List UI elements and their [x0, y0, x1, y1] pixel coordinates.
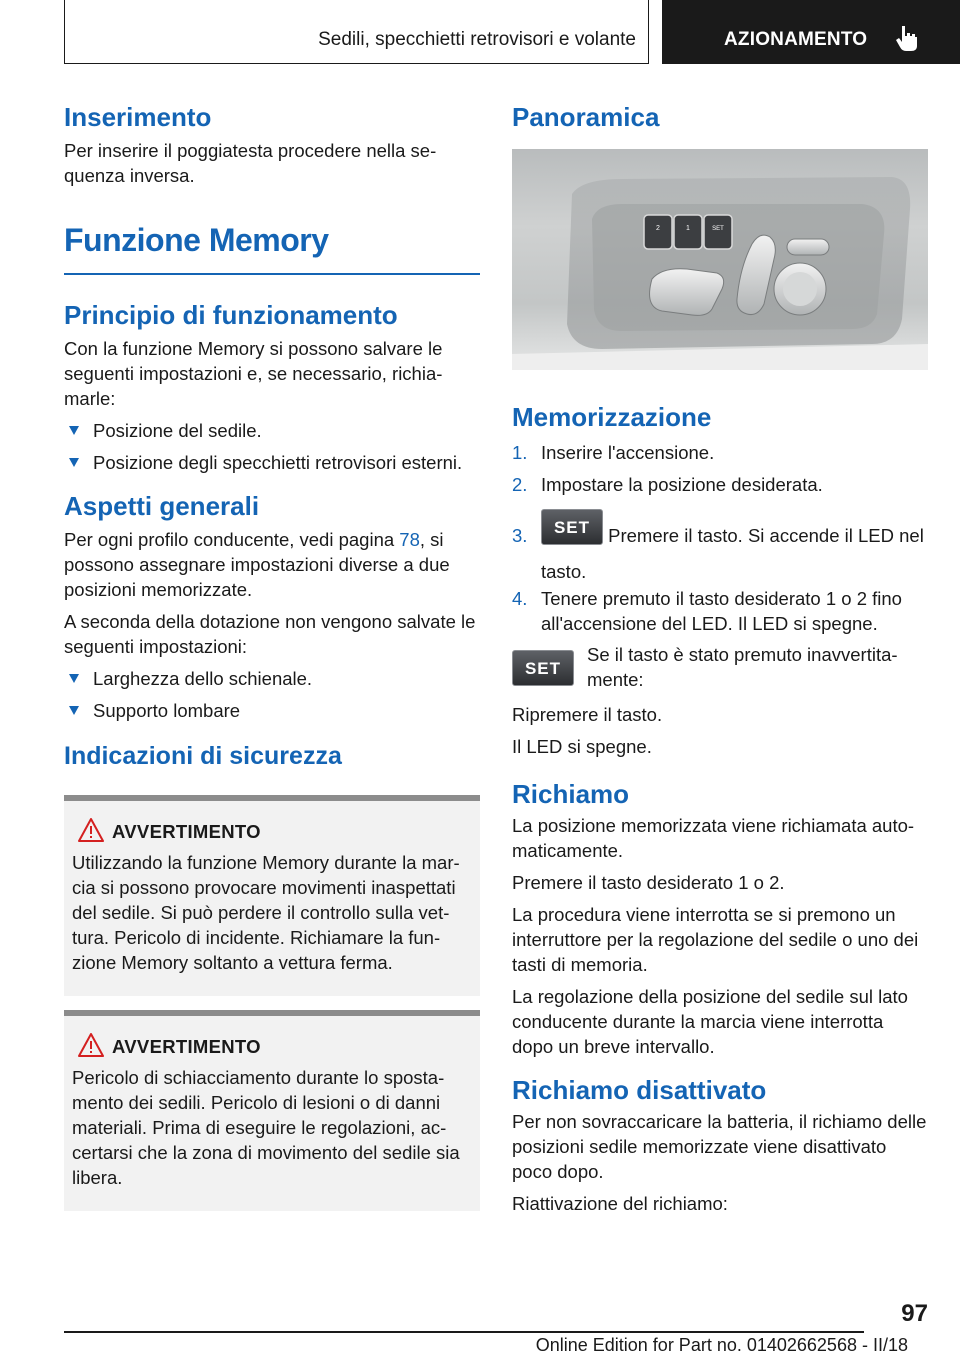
bullet-marker: [69, 674, 79, 683]
disattivato-heading: Richiamo disattivato: [512, 1075, 767, 1105]
inserimento-heading: Inserimento: [64, 102, 212, 132]
principio-heading: Principio di funzionamento: [64, 300, 398, 330]
warning-heading: AVVERTIMENTO: [72, 1032, 472, 1062]
memorizzazione-heading: Memorizzazione: [512, 402, 712, 432]
seat-panel-illustration: [512, 149, 928, 370]
bullet-marker: [69, 458, 79, 467]
footer-edition: Online Edition for Part no. 01402662568 - II/18: [535, 1335, 908, 1355]
principio-text: Con la funzione Memory si possono salvare le seguenti impostazioni e, se necessario, richiamarle:: [64, 338, 443, 409]
set-button-icon: SET: [541, 509, 603, 545]
list-item: 1. Inserire l'accensione.: [512, 442, 715, 463]
list-item: Posizione degli specchietti retrovisori esterni.: [64, 450, 480, 475]
page-header: [64, 0, 960, 64]
list-item: Larghezza dello schienale.: [64, 666, 480, 691]
panoramica-heading: Panoramica: [512, 102, 660, 132]
disattivato-text-1: Per non sovraccaricare la batteria, il richiamo delle posizioni sedile memorizzate viene disattivato poco dopo.: [512, 1111, 927, 1182]
memory-button-2: 2: [656, 225, 660, 232]
seat-controls-photo: [512, 149, 928, 370]
footer-rule: [64, 1331, 864, 1333]
aspetti-text: Per ogni profilo conducente, vedi pagina 78, si possono assegnare impostazioni diverse a due posizioni memorizzate.: [64, 529, 450, 600]
bullet-marker: [69, 426, 79, 435]
set-button-icon: SET: [512, 650, 574, 686]
aspetti-text-2: A seconda della dotazione non vengono salvate le seguenti impostazioni:: [64, 611, 476, 657]
page-number: 97: [901, 1300, 928, 1327]
list-item: 2. Impostare la posizione desiderata.: [512, 474, 823, 495]
page-link[interactable]: 78: [399, 529, 420, 550]
bullet-marker: [69, 706, 79, 715]
richiamo-text-2: Premere il tasto desiderato 1 o 2.: [512, 872, 785, 893]
richiamo-text-1: La posizione memorizzata viene richiamata automaticamente.: [512, 815, 915, 861]
memory-button-1: 1: [686, 225, 690, 232]
section-label: AZIONAMENTO: [724, 29, 868, 50]
memory-title-rule: [64, 273, 480, 275]
memory-button-set: SET: [712, 226, 724, 232]
memory-title: Funzione Memory: [64, 222, 329, 258]
list-item: 4. Tenere premuto il tasto desiderato 1 o 2 fino all'accensione del LED. Il LED si spegne.: [512, 588, 902, 634]
note-row: [512, 646, 928, 702]
list-item: Posizione del sedile.: [64, 418, 480, 443]
warning-box: [64, 795, 480, 996]
memorizzazione-after-2: Il LED si spegne.: [512, 736, 652, 757]
inserimento-text: Per inserire il poggiatesta procedere nella sequenza inversa.: [64, 140, 437, 186]
warning-text: Utilizzando la funzione Memory durante la marcia si possono provocare movimenti inaspettati del sedile. Si può perdere il controllo sulla vettura. Pericolo di incidente. Richiamare la funzione Memory soltanto a vettura ferma.: [72, 852, 460, 973]
richiamo-text-4: La regolazione della posizione del sedile sul lato conducente durante la marcia viene interrotta dopo un breve intervallo.: [512, 986, 908, 1057]
section-tab: [662, 0, 960, 64]
richiamo-heading: Richiamo: [512, 779, 630, 809]
hand-pointer-icon: [894, 24, 920, 52]
left-column: [64, 100, 480, 1211]
warning-box: [64, 1010, 480, 1211]
chapter-tab: [64, 0, 649, 64]
note-text: Se il tasto è stato premuto inavvertitamente:: [587, 644, 898, 690]
warning-triangle-icon: [78, 817, 104, 843]
warning-triangle-icon: [78, 1032, 104, 1058]
memorizzazione-steps: [512, 440, 928, 636]
warning-heading: AVVERTIMENTO: [72, 817, 472, 847]
disattivato-text-2: Riattivazione del richiamo:: [512, 1193, 728, 1214]
list-item: 3. SET Premere il tasto. Si accende il LED nel tasto.: [512, 509, 928, 570]
richiamo-text-3: La procedura viene interrotta se si premono un interruttore per la regolazione del sedile o uno dei tasti di memoria.: [512, 904, 919, 975]
list-item: Supporto lombare: [64, 698, 480, 723]
right-column: [512, 100, 928, 1223]
memorizzazione-after-1: Ripremere il tasto.: [512, 704, 663, 725]
chapter-title: Sedili, specchietti retrovisori e volante: [318, 29, 636, 50]
warning-text: Pericolo di schiacciamento durante lo spostamento dei sedili. Pericolo di lesioni o di danni materiali. Prima di eseguire le regolazioni, accertarsi che la zona di movimento del sedile sia libera.: [72, 1067, 460, 1188]
aspetti-heading: Aspetti generali: [64, 491, 260, 521]
sicurezza-heading: Indicazioni di sicurezza: [64, 742, 342, 770]
